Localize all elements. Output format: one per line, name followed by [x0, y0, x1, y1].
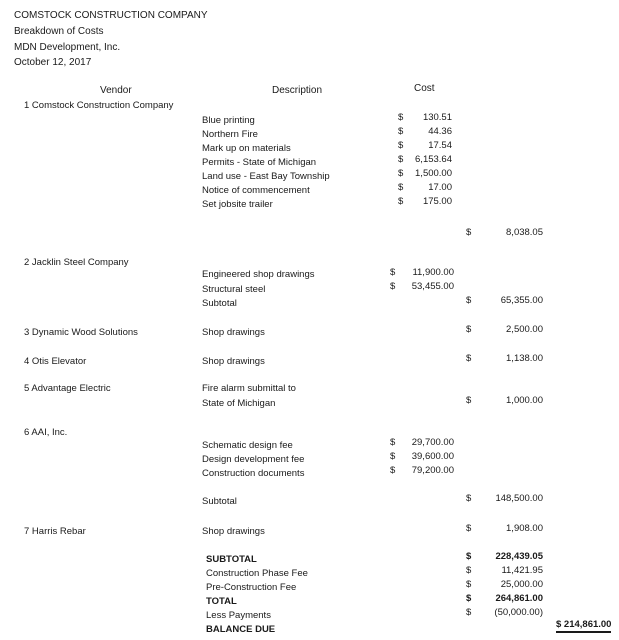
currency-symbol: $: [466, 353, 472, 364]
line-item-description: Construction documents: [202, 468, 305, 479]
line-item-amount: 1,500.00: [415, 168, 452, 179]
currency-symbol: $: [466, 523, 472, 534]
line-item-amount: 130.51: [422, 112, 452, 123]
column-header-description: Description: [272, 85, 323, 96]
line-item-amount: 6,153.64: [415, 154, 452, 165]
vendor-name: 4 Otis Elevator: [24, 356, 87, 367]
vendor-description-line: Fire alarm submittal to: [202, 383, 296, 394]
currency-symbol: $: [466, 295, 472, 306]
summary-label: Pre-Construction Fee: [206, 582, 297, 593]
currency-symbol: $: [390, 437, 396, 448]
line-item-description: Permits - State of Michigan: [202, 157, 317, 168]
summary-value: (50,000.00): [494, 607, 543, 618]
currency-symbol: $: [466, 324, 472, 335]
line-item-amount: 11,900.00: [412, 267, 454, 278]
line-item-description: Northern Fire: [202, 129, 258, 140]
subtotal-label: Subtotal: [202, 298, 237, 309]
company-name: COMSTOCK CONSTRUCTION COMPANY: [14, 10, 208, 21]
vendor-total: 65,355.00: [500, 295, 543, 306]
vendor-description: Shop drawings: [202, 327, 265, 338]
vendor-name: 5 Advantage Electric: [24, 383, 111, 394]
line-item-description: Structural steel: [202, 284, 266, 295]
line-item-amount: 79,200.00: [411, 465, 454, 476]
column-header-cost: Cost: [414, 83, 435, 94]
currency-symbol: $: [398, 168, 404, 179]
line-item-description: Set jobsite trailer: [202, 199, 273, 210]
summary-label: TOTAL: [206, 596, 237, 607]
summary-value: 264,861.00: [495, 593, 543, 604]
currency-symbol: $: [398, 196, 404, 207]
currency-symbol: $: [390, 267, 396, 278]
summary-value: 228,439.05: [495, 551, 543, 562]
vendor-total: 1,908.00: [506, 523, 543, 534]
currency-symbol: $: [390, 451, 396, 462]
document-title: Breakdown of Costs: [14, 26, 104, 37]
vendor-name: 3 Dynamic Wood Solutions: [24, 327, 138, 338]
currency-symbol: $: [466, 565, 472, 576]
vendor-total: 8,038.05: [506, 227, 543, 238]
line-item-amount: 53,455.00: [411, 281, 454, 292]
vendor-description: Shop drawings: [202, 356, 265, 367]
vendor-name: 7 Harris Rebar: [24, 526, 86, 537]
line-item-amount: 17.54: [428, 140, 452, 151]
currency-symbol: $: [466, 227, 472, 238]
currency-symbol: $: [466, 395, 472, 406]
line-item-amount: 39,600.00: [411, 451, 454, 462]
balance-due-amount: $ 214,861.00: [556, 620, 611, 633]
subtotal-label: Subtotal: [202, 496, 237, 507]
column-header-vendor: Vendor: [100, 85, 132, 96]
currency-symbol: $: [398, 182, 404, 193]
vendor-name: 2 Jacklin Steel Company: [24, 257, 129, 268]
balance-due-label: BALANCE DUE: [206, 624, 276, 635]
line-item-amount: 44.36: [428, 126, 452, 137]
line-item-description: Land use - East Bay Township: [202, 171, 330, 182]
line-item-amount: 175.00: [422, 196, 452, 207]
currency-symbol: $: [390, 281, 396, 292]
summary-label: SUBTOTAL: [206, 554, 257, 565]
vendor-description: Shop drawings: [202, 526, 265, 537]
vendor-total: 148,500.00: [495, 493, 543, 504]
vendor-total: 1,000.00: [506, 395, 543, 406]
currency-symbol: $: [398, 126, 404, 137]
line-item-description: Notice of commencement: [202, 185, 310, 196]
currency-symbol: $: [466, 493, 472, 504]
summary-value: 25,000.00: [500, 579, 543, 590]
vendor-name: 6 AAI, Inc.: [24, 427, 68, 438]
line-item-description: Mark up on materials: [202, 143, 291, 154]
summary-value: 11,421.95: [501, 565, 543, 576]
summary-label: Construction Phase Fee: [206, 568, 308, 579]
line-item-description: Engineered shop drawings: [202, 269, 315, 280]
vendor-description-line: State of Michigan: [202, 398, 276, 409]
client-name: MDN Development, Inc.: [14, 42, 121, 53]
currency-symbol: $: [390, 465, 396, 476]
vendor-total: 2,500.00: [506, 324, 543, 335]
vendor-total: 1,138.00: [506, 353, 543, 364]
summary-label: Less Payments: [206, 610, 271, 621]
vendor-name: 1 Comstock Construction Company: [24, 100, 174, 111]
currency-symbol: $: [466, 551, 472, 562]
line-item-description: Schematic design fee: [202, 440, 293, 451]
document-date: October 12, 2017: [14, 57, 92, 68]
currency-symbol: $: [466, 579, 472, 590]
currency-symbol: $: [466, 593, 472, 604]
currency-symbol: $: [398, 112, 404, 123]
currency-symbol: $: [398, 140, 404, 151]
currency-symbol: $: [398, 154, 404, 165]
line-item-description: Design development fee: [202, 454, 305, 465]
currency-symbol: $: [466, 607, 472, 618]
line-item-description: Blue printing: [202, 115, 255, 126]
line-item-amount: 29,700.00: [411, 437, 454, 448]
line-item-amount: 17.00: [428, 182, 452, 193]
